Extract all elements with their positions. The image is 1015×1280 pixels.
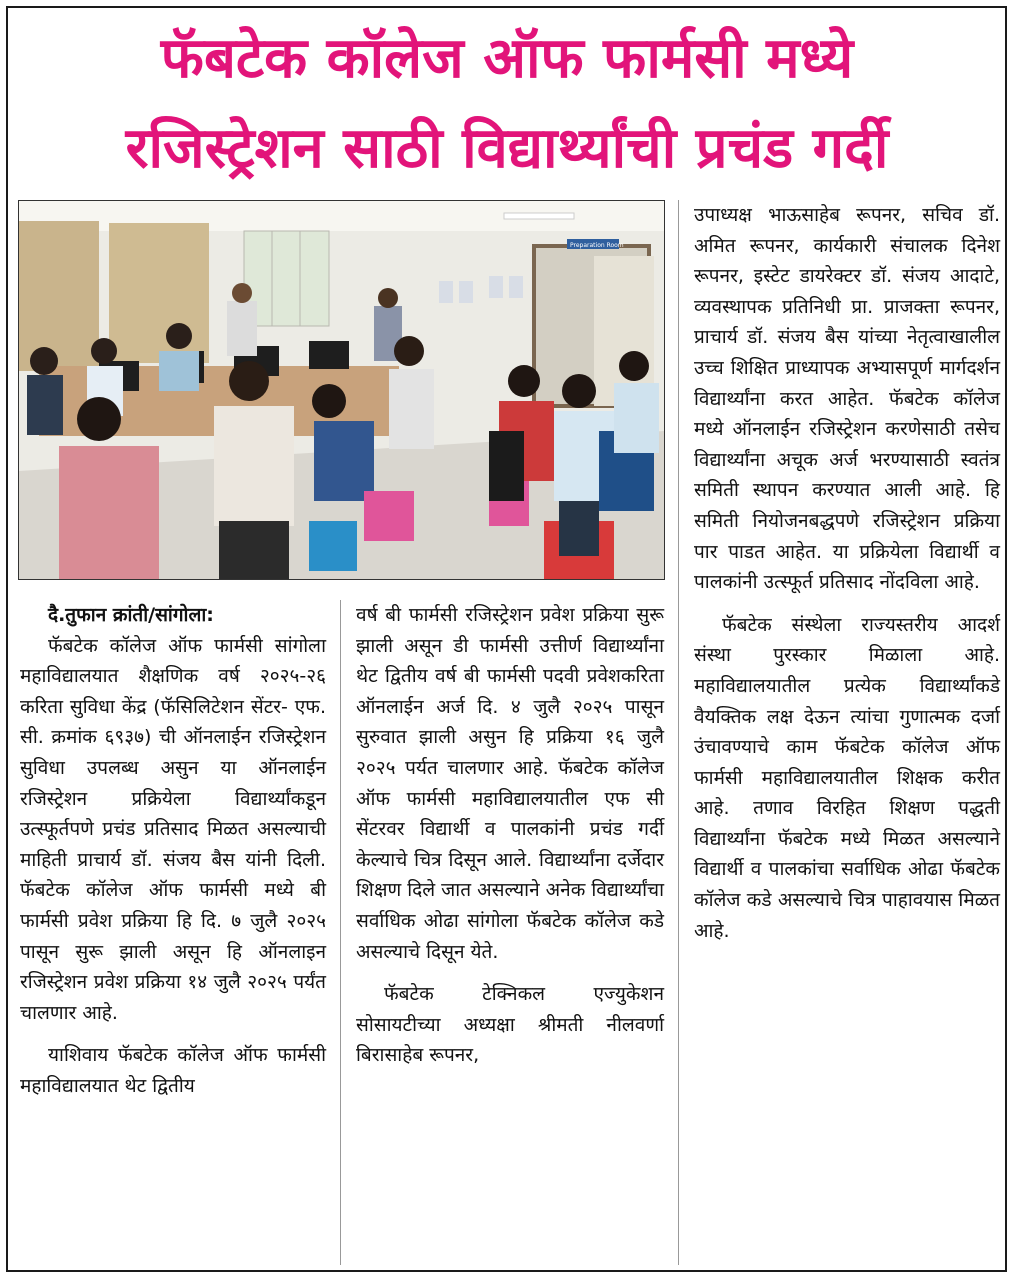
- article-column-3: [694, 200, 1000, 946]
- paragraph: फॅबटेक संस्थेला राज्यस्तरीय आदर्श संस्था पुरस्कार मिळाला आहे. महाविद्यालयातील प्रत्येक विद्यार्थ्यांकडे वैयक्तिक लक्ष देऊन त्यांचा गुणात्मक दर्जा उंचावण्याचे काम फॅबटेक कॉलेज ऑफ फार्मसी महाविद्यालयातील शिक्षक करीत आहे. तणाव विरहित शिक्षण पद्धती विद्यार्थ्यांना फॅबटेक मध्ये मिळत असल्याने विद्यार्थी व पालकांचा सर्वाधिक ओढा फॅबटेक कॉलेज कडे असल्याचे चित्र पाहावयास मिळत आहे.: [694, 613, 1000, 942]
- headline-line-2: रजिस्ट्रेशन साठी विद्यार्थ्यांची प्रचंड गर्दी: [125, 116, 889, 181]
- paragraph: फॅबटेक कॉलेज ऑफ फार्मसी सांगोला महाविद्यालयात शैक्षणिक वर्ष २०२५-२६ करिता सुविधा केंद्र (फॅसिलिटेशन सेंटर- एफ. सी. क्रमांक ६९३७) ची ऑनलाईन रजिस्ट्रेशन सुविधा उपलब्ध असुन या ऑनलाईन रजिस्ट्रेशन प्रक्रियेला विद्यार्थ्यांकडून उत्स्फूर्तपणे प्रचंड प्रतिसाद मिळत असल्याची माहिती प्राचार्य डॉ. संजय बैस यांनी दिली. फॅबटेक कॉलेज ऑफ फार्मसी मध्ये बी फार्मसी प्रवेश प्रक्रिया हि दि. ७ जुलै २०२५ पासून सुरू झाली असून हि ऑनलाइन रजिस्ट्रेशन प्रवेश प्रक्रिया १४ जुलै २०२५ पर्यंत चालणार आहे.: [20, 634, 326, 1024]
- headline-line-1: फॅबटेक कॉलेज ऑफ फार्मसी मध्ये: [160, 26, 854, 91]
- paragraph: उपाध्यक्ष भाऊसाहेब रूपनर, सचिव डॉ. अमित रूपनर, कार्यकारी संचालक दिनेश रूपनर, इस्टेट डायरेक्टर डॉ. संजय आदाटे, व्यवस्थापक प्रतिनिधी प्रा. प्राजक्ता रूपनर, प्राचार्य डॉ. संजय बैस यांच्या नेतृत्वाखालील उच्च शिक्षित प्राध्यापक अभ्यासपूर्ण मार्गदर्शन विद्यार्थ्यांना करत आहेत. फॅबटेक कॉलेज मध्ये ऑनलाईन रजिस्ट्रेशन करणेसाठी तसेच विद्यार्थ्यांना अचूक अर्ज भरण्यासाठी स्वतंत्र समिती स्थापन करण्यात आली आहे. हि समिती नियोजनबद्धपणे रजिस्ट्रेशन प्रक्रिया पार पाडत आहेत. या प्रक्रियेला विद्यार्थी व पालकांनी उत्स्फूर्त प्रतिसाद नोंदविला आहे.: [694, 204, 1000, 594]
- column-divider: [678, 200, 679, 1265]
- paragraph: फॅबटेक टेक्निकल एज्युकेशन सोसायटीच्या अध्यक्षा श्रीमती नीलवर्णा बिरासाहेब रूपनर,: [356, 983, 664, 1067]
- dateline: दै.तुफान क्रांती/सांगोला:: [48, 604, 214, 626]
- news-photo: [18, 200, 665, 580]
- paragraph: याशिवाय फॅबटेक कॉलेज ऑफ फार्मसी महाविद्यालयात थेट द्वितीय: [20, 1044, 326, 1097]
- door-sign: Preparation Room: [570, 242, 624, 249]
- paragraph: वर्ष बी फार्मसी रजिस्ट्रेशन प्रवेश प्रक्रिया सुरू झाली असून डी फार्मसी उत्तीर्ण विद्यार्थ्यांना थेट द्वितीय वर्ष बी फार्मसी पदवी प्रवेशकरिता ऑनलाईन अर्ज दि. ४ जुलै २०२५ पासून सुरुवात झाली असुन हि प्रक्रिया १६ जुलै २०२५ पर्यत चालणार आहे. फॅबटेक कॉलेज ऑफ फार्मसी महाविद्यालयातील एफ सी सेंटरवर विद्यार्थी व पालकांनी प्रचंड गर्दी केल्याचे चित्र दिसून आले. विद्यार्थ्यांना दर्जेदार शिक्षण दिले जात असल्याने अनेक विद्यार्थ्यांचा सर्वाधिक ओढा सांगोला फॅबटेक कॉलेज कडे असल्याचे दिसून येते.: [356, 604, 664, 963]
- article-column-2: [356, 600, 664, 1071]
- column-divider: [340, 600, 341, 1265]
- article-column-1: [20, 600, 326, 1102]
- headline: [12, 14, 1002, 194]
